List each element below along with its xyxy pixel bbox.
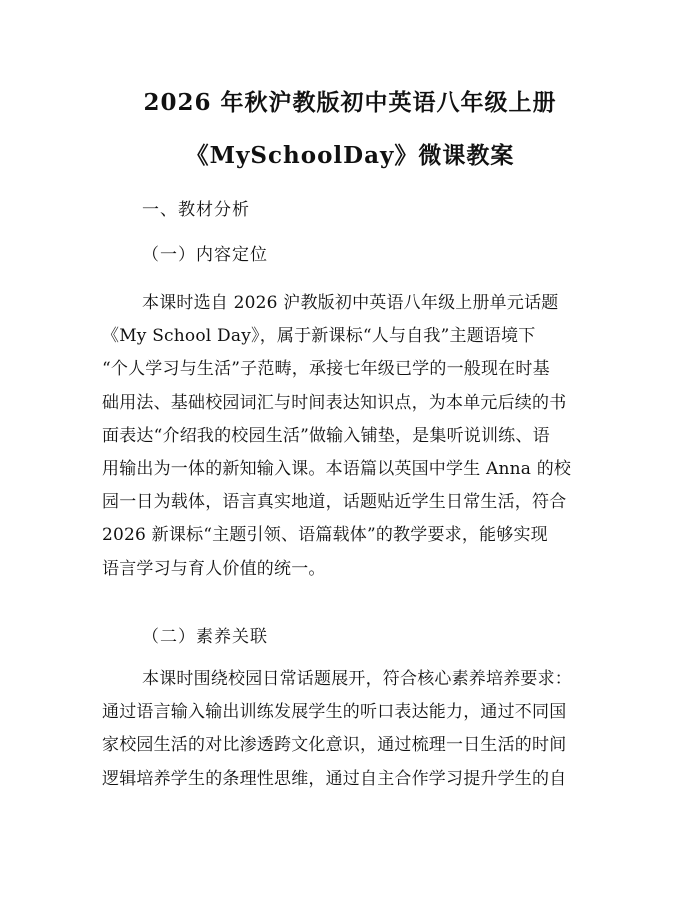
subsection-heading-content-positioning: （一）内容定位 <box>142 245 268 265</box>
paragraph-line: “个人学习与生活”子范畴，承接七年级已学的一般现在时基 <box>102 359 550 380</box>
paragraph-line: 用输出为一体的新知输入课。本语篇以英国中学生 Anna 的校 <box>102 459 572 480</box>
document-title-line-1: 2026 年秋沪教版初中英语八年级上册 <box>143 89 557 116</box>
paragraph-line: 面表达“介绍我的校园生活”做输入铺垫，是集听说训练、语 <box>102 425 550 446</box>
paragraph-line: 家校园生活的对比渗透跨文化意识，通过梳理一日生活的时间 <box>102 735 567 756</box>
paragraph-line: 2026 新课标“主题引领、语篇载体”的教学要求，能够实现 <box>102 525 548 546</box>
paragraph-competency-links <box>102 663 598 796</box>
paragraph-line: 本课时围绕校园日常话题展开，符合核心素养培养要求： <box>142 669 572 689</box>
subsection-heading-competency-links: （二）素养关联 <box>142 627 268 647</box>
paragraph-line: 通过语言输入输出训练发展学生的听口表达能力，通过不同国 <box>102 702 567 723</box>
section-heading-textbook-analysis: 一、教材分析 <box>142 200 250 220</box>
paragraph-line: 本课时选自 2026 沪教版初中英语八年级上册单元话题 <box>142 293 559 313</box>
document-title-line-2: 《MySchoolDay》微课教案 <box>185 142 515 169</box>
paragraph-line: 逻辑培养学生的条理性思维，通过自主合作学习提升学生的自 <box>102 768 567 789</box>
paragraph-line: 园一日为载体，语言真实地道，话题贴近学生日常生活，符合 <box>102 492 567 513</box>
paragraph-line: 础用法、基础校园词汇与时间表达知识点，为本单元后续的书 <box>102 392 567 413</box>
paragraph-line: 语言学习与育人价值的统一。 <box>102 558 326 579</box>
paragraph-content-positioning <box>102 287 598 586</box>
paragraph-line: 《My School Day》，属于新课标“人与自我”主题语境下 <box>102 326 536 347</box>
